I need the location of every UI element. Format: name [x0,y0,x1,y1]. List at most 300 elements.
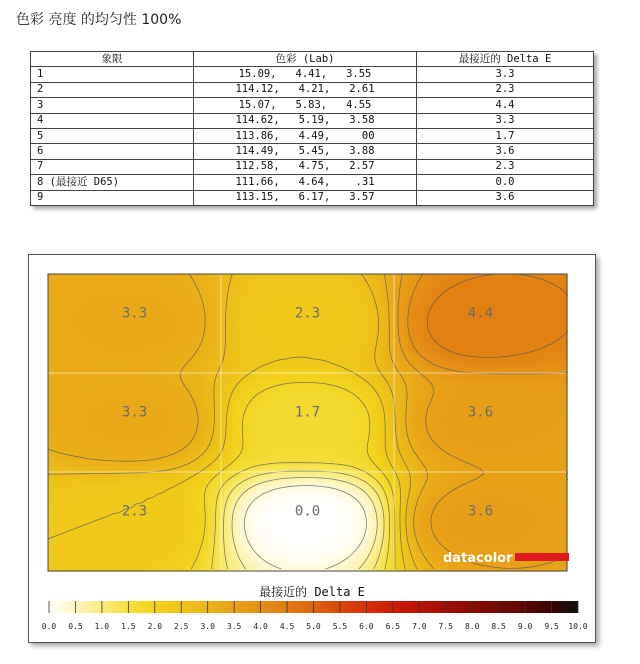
heatmap-pixel [268,346,273,351]
heatmap-pixel [432,282,437,287]
heatmap-pixel [536,330,541,335]
heatmap-pixel [352,294,357,299]
heatmap-pixel [112,374,117,379]
heatmap-pixel [540,390,545,395]
heatmap-pixel [480,294,485,299]
heatmap-pixel [172,346,177,351]
heatmap-pixel [172,274,177,279]
heatmap-pixel [104,334,109,339]
heatmap-pixel [252,282,257,287]
heatmap-pixel [272,274,277,279]
heatmap-pixel [236,330,241,335]
heatmap-pixel [80,390,85,395]
heatmap-pixel [52,370,57,375]
heatmap-pixel [496,342,501,347]
heatmap-pixel [560,366,565,371]
heatmap-pixel [500,334,505,339]
heatmap-pixel [560,306,565,311]
heatmap-pixel [288,402,293,407]
heatmap-pixel [536,406,541,411]
heatmap-pixel [488,422,493,427]
heatmap-pixel [140,342,145,347]
heatmap-pixel [148,410,153,415]
heatmap-pixel [284,386,289,391]
heatmap-pixel [516,326,521,331]
heatmap-pixel [464,294,469,299]
heatmap-pixel [336,378,341,383]
heatmap-pixel [340,294,345,299]
heatmap-pixel [100,330,105,335]
heatmap-pixel [468,282,473,287]
heatmap-pixel [132,282,137,287]
heatmap-pixel [80,310,85,315]
heatmap-pixel [500,398,505,403]
heatmap-pixel [152,386,157,391]
heatmap-pixel [96,386,101,391]
heatmap-pixel [380,354,385,359]
heatmap-pixel [560,358,565,363]
heatmap-pixel [152,414,157,419]
heatmap-pixel [552,330,557,335]
heatmap-pixel [112,298,117,303]
heatmap-pixel [160,410,165,415]
heatmap-pixel [164,306,169,311]
heatmap-pixel [500,310,505,315]
heatmap-pixel [372,398,377,403]
heatmap-pixel [52,338,57,343]
heatmap-pixel [496,418,501,423]
heatmap-pixel [276,394,281,399]
heatmap-pixel [356,366,361,371]
heatmap-pixel [260,282,265,287]
delta-e-cell: 0.0 [417,175,594,190]
heatmap-pixel [560,386,565,391]
heatmap-pixel [252,274,257,279]
heatmap-pixel [452,298,457,303]
heatmap-pixel [268,342,273,347]
heatmap-pixel [368,402,373,407]
heatmap-pixel [252,302,257,307]
heatmap-pixel [72,394,77,399]
heatmap-pixel [140,386,145,391]
heatmap-pixel [160,394,165,399]
heatmap-pixel [140,422,145,427]
heatmap-pixel [156,402,161,407]
heatmap-pixel [132,298,137,303]
heatmap-pixel [340,318,345,323]
heatmap-pixel [184,398,189,403]
heatmap-pixel [528,278,533,283]
heatmap-pixel [84,402,89,407]
heatmap-pixel [84,326,89,331]
heatmap-pixel [336,286,341,291]
heatmap-pixel [528,354,533,359]
heatmap-pixel [532,354,537,359]
heatmap-pixel [124,290,129,295]
heatmap-pixel [512,378,517,383]
heatmap-pixel [188,374,193,379]
heatmap-pixel [532,290,537,295]
heatmap-pixel [332,326,337,331]
heatmap-pixel [112,414,117,419]
heatmap-pixel [208,302,213,307]
heatmap-pixel [232,274,237,279]
heatmap-pixel [140,390,145,395]
heatmap-pixel [488,330,493,335]
heatmap-pixel [196,402,201,407]
heatmap-pixel [432,278,437,283]
heatmap-pixel [64,286,69,291]
heatmap-pixel [556,374,561,379]
heatmap-pixel [268,286,273,291]
heatmap-pixel [116,378,121,383]
heatmap-pixel [204,290,209,295]
heatmap-pixel [484,338,489,343]
heatmap-pixel [460,286,465,291]
heatmap-pixel [248,382,253,387]
heatmap-pixel [340,314,345,319]
heatmap-pixel [112,382,117,387]
heatmap-pixel [416,422,421,427]
heatmap-pixel [64,370,69,375]
heatmap-pixel [560,314,565,319]
heatmap-pixel [356,418,361,423]
heatmap-pixel [204,398,209,403]
heatmap-pixel [212,358,217,363]
heatmap-pixel [308,362,313,367]
heatmap-pixel [400,390,405,395]
heatmap-pixel [368,274,373,279]
heatmap-pixel [96,366,101,371]
heatmap-pixel [528,394,533,399]
heatmap-pixel [464,338,469,343]
heatmap-pixel [64,354,69,359]
heatmap-pixel [128,338,133,343]
heatmap-pixel [376,278,381,283]
heatmap-pixel [228,358,233,363]
heatmap-pixel [476,398,481,403]
heatmap-pixel [68,386,73,391]
heatmap-pixel [188,422,193,427]
heatmap-pixel [164,294,169,299]
heatmap-pixel [128,394,133,399]
heatmap-pixel [548,398,553,403]
heatmap-pixel [136,278,141,283]
heatmap-pixel [336,278,341,283]
heatmap-pixel [472,378,477,383]
table-header-row [31,52,594,67]
heatmap-pixel [256,278,261,283]
heatmap-pixel [336,302,341,307]
heatmap-pixel [532,306,537,311]
heatmap-pixel [476,362,481,367]
heatmap-pixel [208,406,213,411]
heatmap-pixel [188,318,193,323]
heatmap-pixel [284,326,289,331]
heatmap-pixel [56,370,61,375]
heatmap-pixel [172,330,177,335]
heatmap-pixel [416,306,421,311]
heatmap-pixel [424,402,429,407]
heatmap-pixel [536,366,541,371]
heatmap-pixel [60,370,65,375]
heatmap-pixel [232,398,237,403]
heatmap-pixel [216,346,221,351]
heatmap-pixel [100,298,105,303]
heatmap-pixel [484,322,489,327]
heatmap-pixel [468,378,473,383]
heatmap-pixel [460,314,465,319]
heatmap-pixel [256,274,261,279]
heatmap-pixel [96,358,101,363]
heatmap-pixel [352,386,357,391]
heatmap-pixel [128,298,133,303]
heatmap-pixel [448,402,453,407]
heatmap-pixel [400,326,405,331]
heatmap-pixel [304,274,309,279]
heatmap-pixel [556,406,561,411]
heatmap-pixel [244,382,249,387]
heatmap-pixel [232,402,237,407]
heatmap-pixel [316,326,321,331]
heatmap-pixel [208,390,213,395]
heatmap-pixel [284,422,289,427]
heatmap-pixel [436,358,441,363]
heatmap-pixel [356,330,361,335]
heatmap-pixel [60,414,65,419]
heatmap-pixel [92,294,97,299]
heatmap-pixel [344,374,349,379]
heatmap-pixel [160,314,165,319]
heatmap-pixel [108,426,113,431]
heatmap-pixel [368,346,373,351]
heatmap-pixel [412,370,417,375]
heatmap-pixel [76,406,81,411]
heatmap-pixel [56,286,61,291]
heatmap-pixel [524,322,529,327]
heatmap-pixel [400,334,405,339]
heatmap-pixel [432,274,437,279]
heatmap-pixel [528,414,533,419]
heatmap-pixel [344,302,349,307]
heatmap-pixel [260,374,265,379]
heatmap-pixel [84,350,89,355]
heatmap-pixel [124,394,129,399]
heatmap-pixel [108,282,113,287]
heatmap-pixel [496,394,501,399]
heatmap-pixel [152,410,157,415]
heatmap-pixel [324,274,329,279]
heatmap-pixel [380,386,385,391]
lab-cell: 15.07, 5.83, 4.55 [194,98,417,113]
heatmap-pixel [436,354,441,359]
heatmap-pixel [256,358,261,363]
heatmap-pixel [72,306,77,311]
heatmap-pixel [380,330,385,335]
heatmap-pixel [164,398,169,403]
heatmap-pixel [292,370,297,375]
heatmap-pixel [356,278,361,283]
heatmap-pixel [196,302,201,307]
heatmap-pixel [76,286,81,291]
heatmap-pixel [536,374,541,379]
heatmap-pixel [184,298,189,303]
heatmap-pixel [432,398,437,403]
heatmap-pixel [296,326,301,331]
heatmap-pixel [256,378,261,383]
heatmap-pixel [120,294,125,299]
heatmap-pixel [388,278,393,283]
heatmap-pixel [508,362,513,367]
heatmap-pixel [104,278,109,283]
heatmap-pixel [396,362,401,367]
heatmap-pixel [192,366,197,371]
heatmap-pixel [260,338,265,343]
heatmap-pixel [516,322,521,327]
heatmap-pixel [252,378,257,383]
heatmap-pixel [180,410,185,415]
heatmap-pixel [172,370,177,375]
heatmap-pixel [364,346,369,351]
heatmap-pixel [84,366,89,371]
heatmap-pixel [256,382,261,387]
heatmap-pixel [452,386,457,391]
heatmap-pixel [88,358,93,363]
heatmap-pixel [120,386,125,391]
heatmap-pixel [524,414,529,419]
heatmap-pixel [84,354,89,359]
heatmap-pixel [324,338,329,343]
heatmap-pixel [236,354,241,359]
heatmap-pixel [144,350,149,355]
heatmap-pixel [372,382,377,387]
heatmap-pixel [76,290,81,295]
heatmap-pixel [152,318,157,323]
heatmap-pixel [224,310,229,315]
heatmap-pixel [176,334,181,339]
heatmap-pixel [248,274,253,279]
heatmap-pixel [116,286,121,291]
heatmap-pixel [288,378,293,383]
heatmap-pixel [168,346,173,351]
heatmap-pixel [188,362,193,367]
heatmap-pixel [200,274,205,279]
heatmap-pixel [368,394,373,399]
heatmap-pixel [448,378,453,383]
heatmap-pixel [128,342,133,347]
heatmap-pixel [436,422,441,427]
heatmap-pixel [488,342,493,347]
heatmap-pixel [424,302,429,307]
heatmap-pixel [504,418,509,423]
heatmap-pixel [48,406,53,411]
heatmap-pixel [256,286,261,291]
heatmap-pixel [68,322,73,327]
heatmap-pixel [92,310,97,315]
heatmap-pixel [308,378,313,383]
heatmap-pixel [328,278,333,283]
heatmap-pixel [152,282,157,287]
heatmap-pixel [200,378,205,383]
heatmap-pixel [188,414,193,419]
heatmap-pixel [112,394,117,399]
heatmap-pixel [56,394,61,399]
heatmap-pixel [344,394,349,399]
heatmap-pixel [364,374,369,379]
heatmap-pixel [184,410,189,415]
heatmap-pixel [236,374,241,379]
heatmap-pixel [88,302,93,307]
heatmap-pixel [440,374,445,379]
heatmap-pixel [336,422,341,427]
heatmap-pixel [168,318,173,323]
heatmap-pixel [260,394,265,399]
heatmap-pixel [188,406,193,411]
heatmap-pixel [92,338,97,343]
heatmap-pixel [416,394,421,399]
heatmap-pixel [240,390,245,395]
heatmap-pixel [352,414,357,419]
heatmap-pixel [164,290,169,295]
heatmap-pixel [112,370,117,375]
heatmap-pixel [264,418,269,423]
heatmap-pixel [532,418,537,423]
heatmap-pixel [388,298,393,303]
heatmap-pixel [372,306,377,311]
heatmap-pixel [540,402,545,407]
heatmap-pixel [532,362,537,367]
heatmap-pixel [128,294,133,299]
heatmap-pixel [296,370,301,375]
heatmap-pixel [356,314,361,319]
heatmap-pixel [544,326,549,331]
heatmap-pixel [260,298,265,303]
heatmap-pixel [148,418,153,423]
heatmap-pixel [412,358,417,363]
heatmap-pixel [432,342,437,347]
heatmap-pixel [516,318,521,323]
heatmap-pixel [92,290,97,295]
heatmap-pixel [388,402,393,407]
heatmap-pixel [336,390,341,395]
heatmap-pixel [68,334,73,339]
heatmap-pixel [452,414,457,419]
heatmap-pixel [440,382,445,387]
heatmap-pixel [428,414,433,419]
heatmap-pixel [160,378,165,383]
heatmap-pixel [548,302,553,307]
heatmap-pixel [512,310,517,315]
heatmap-pixel [272,394,277,399]
heatmap-pixel [400,394,405,399]
heatmap-pixel [128,330,133,335]
heatmap-pixel [168,282,173,287]
heatmap-pixel [240,274,245,279]
heatmap-pixel [108,346,113,351]
heatmap-pixel [132,346,137,351]
heatmap-pixel [444,374,449,379]
heatmap-pixel [516,366,521,371]
heatmap-pixel [88,342,93,347]
heatmap-pixel [360,406,365,411]
heatmap-pixel [500,306,505,311]
heatmap-pixel [320,346,325,351]
heatmap-pixel [68,306,73,311]
heatmap-pixel [72,410,77,415]
heatmap-pixel [144,358,149,363]
heatmap-pixel [52,294,57,299]
heatmap-pixel [528,386,533,391]
